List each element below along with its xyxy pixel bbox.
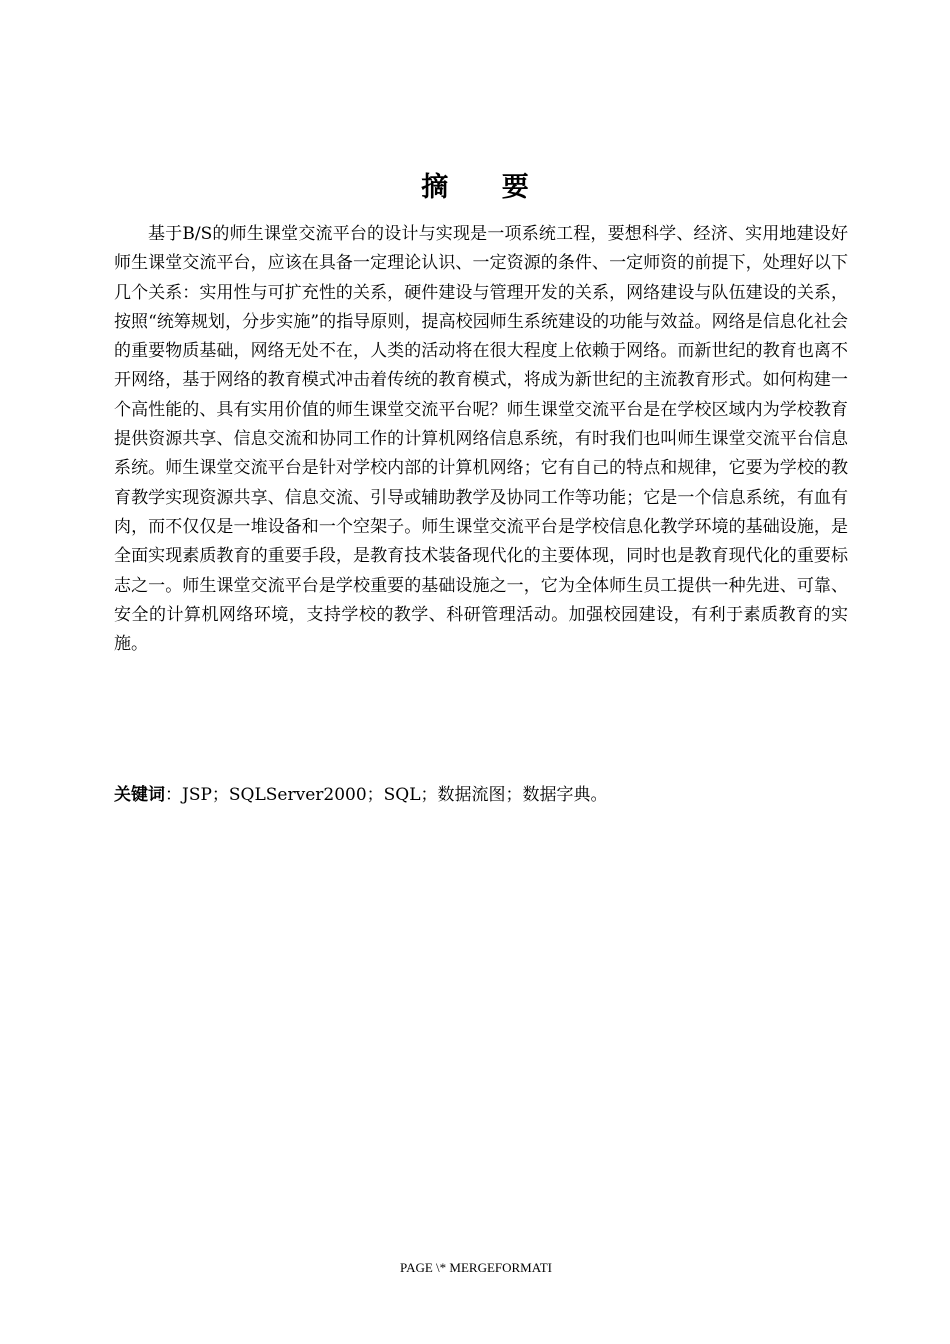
keywords-text: ：JSP；SQLServer2000；SQL；数据流图；数据字典。 [165,785,608,805]
page-footer: PAGE \* MERGEFORMATI [400,1260,552,1275]
abstract-title: 摘 要 [421,172,551,203]
keywords-line [114,781,848,810]
keywords-label: 关键词 [114,785,165,805]
abstract-body: 基于B/S的师生课堂交流平台的设计与实现是一项系统工程，要想科学、经济、实用地建设好师生课堂交流平台，应该在具备一定理论认识、一定资源的条件、一定师资的前提下，处理好以下几个关系：实用性与可扩充性的关系，硬件建设与管理开发的关系，网络建设与队伍建设的关系，按照“统筹规划，分步实施”的指导原则，提高校园师生系统建设的功能与效益。网络是信息化社会的重要物质基础，网络无处不在，人类的活动将在很大程度上依赖于网络。而新世纪的教育也离不开网络，基于网络的教育模式冲击着传统的教育模式，将成为新世纪的主流教育形式。如何构建一个高性能的、具有实用价值的师生课堂交流平台呢？师生课堂交流平台是在学校区域内为学校教育提供资源共享、信息交流和协同工作的计算机网络信息系统，有时我们也叫师生课堂交流平台信息系统。师生课堂交流平台是针对学校内部的计算机网络；它有自己的特点和规律，它要为学校的教育教学实现资源共享、信息交流、引导或辅助教学及协同工作等功能；它是一个信息系统，有血有肉，而不仅仅是一堆设备和一个空架子。师生课堂交流平台是学校信息化教学环境的基础设施，是全面实现素质教育的重要手段，是教育技术装备现代化的主要体现，同时也是教育现代化的重要标志之一。师生课堂交流平台是学校重要的基础设施之一，它为全体师生员工提供一种先进、可靠、安全的计算机网络环境，支持学校的教学、科研管理活动。加强校园建设，有利于素质教育的实施。 [114,224,848,655]
